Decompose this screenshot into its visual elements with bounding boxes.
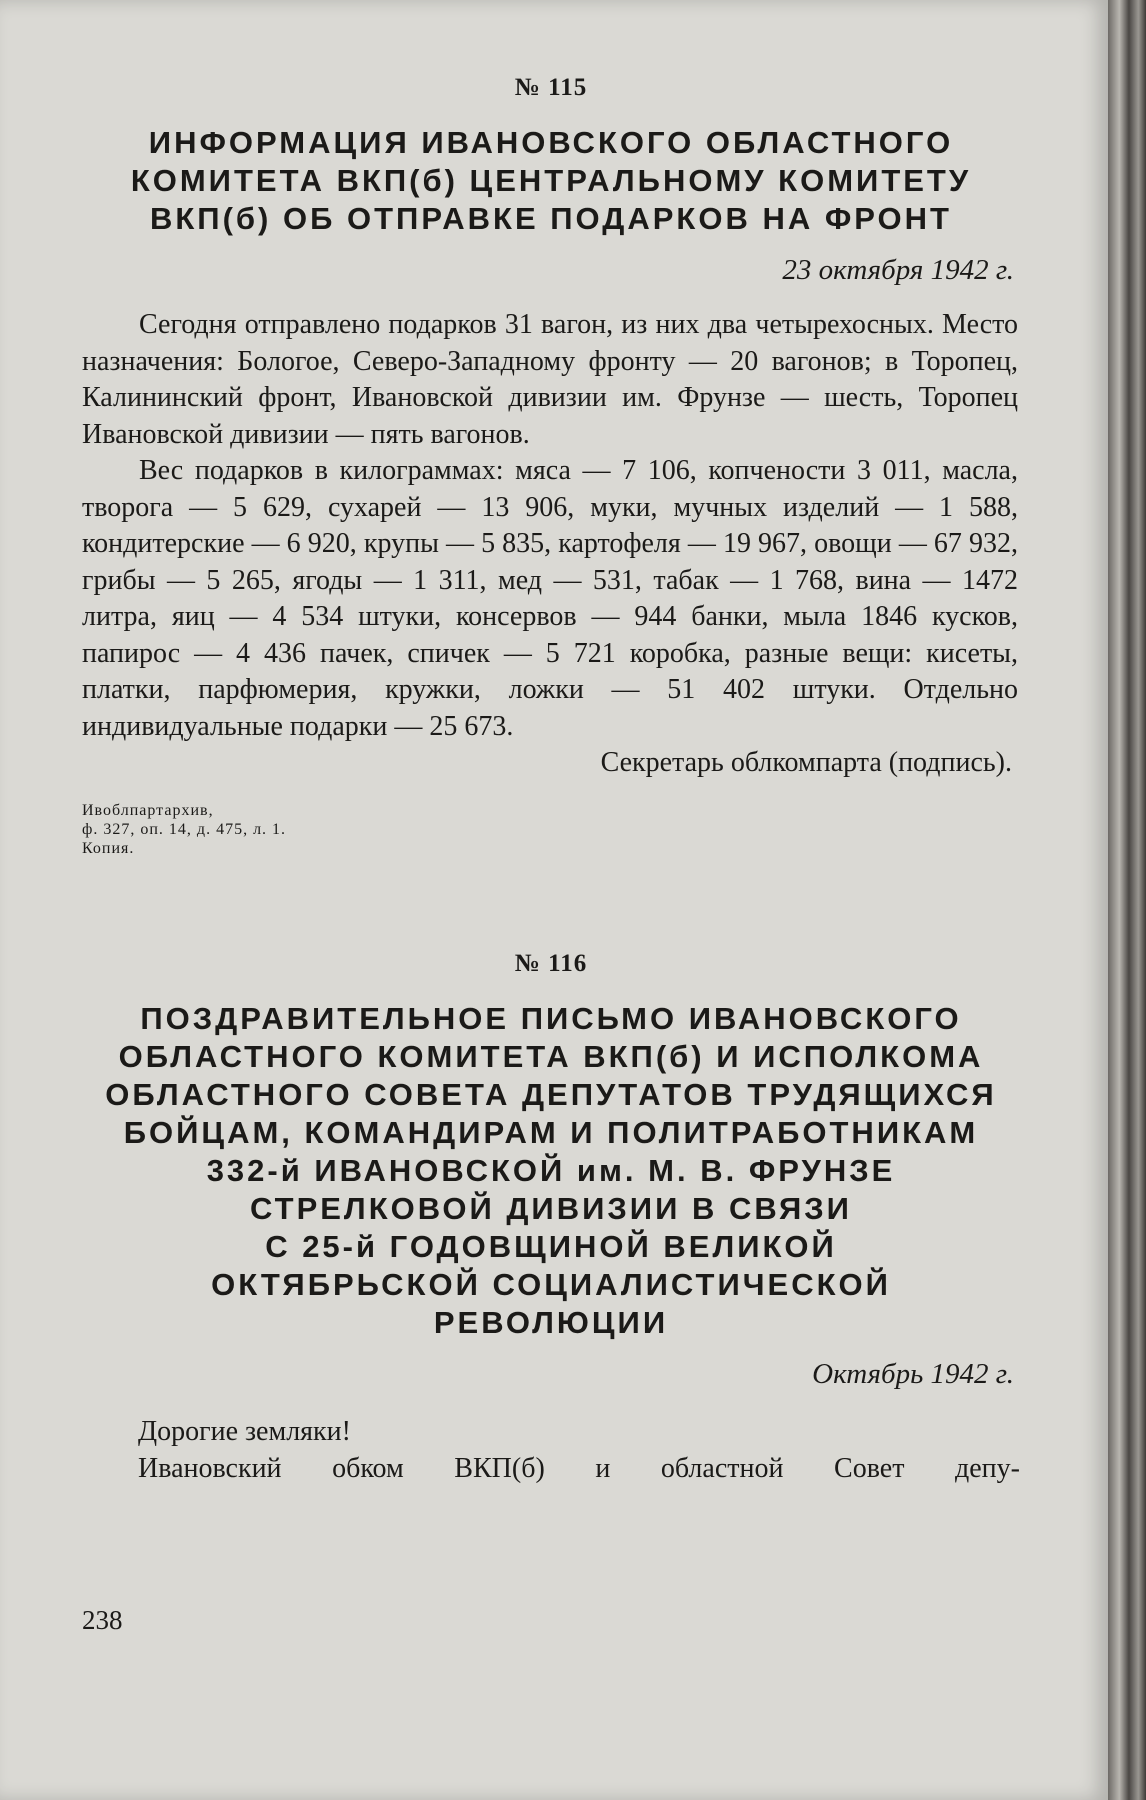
document-115: [82, 74, 1020, 858]
archive-line: ф. 327, оп. 14, д. 475, л. 1.: [82, 821, 287, 838]
title-line: ИНФОРМАЦИЯ ИВАНОВСКОГО ОБЛАСТНОГО: [148, 125, 954, 160]
document-number: № 115: [514, 74, 588, 101]
document-date: Октябрь 1942 г.: [812, 1358, 1014, 1390]
title-line: БОЙЦАМ, КОМАНДИРАМ И ПОЛИТРАБОТНИКАМ: [123, 1115, 979, 1150]
document-title: [82, 1000, 1020, 1342]
paragraph: Ивановский обком ВКП(б) и областной Совет депу-: [138, 1453, 1020, 1484]
page-number: 238: [82, 1605, 123, 1635]
paragraph: Вес подарков в килограммах: мяса — 7 106, копчености 3 011, масла, творога — 5 629, сухарей — 13 906, муки, мучных изделий — 1 588, кондитерские — 6 920, крупы — 5 835, картофеля — 19 967, овощи — 67 932, грибы — 5 265, ягоды — 1 311, мед — 531, табак — 1 768, вина — 1472 литра, яиц — 4 534 штуки, консервов — 944 банки, мыла 1846 кусков, папирос — 4 436 пачек, спичек — 5 721 коробка, разные вещи: кисеты, платки, парфюмерия, кружки, ложки — 51 402 штуки. Отдельно индивидуальные подарки — 25 673.: [82, 455, 1018, 742]
document-title: [82, 124, 1020, 238]
title-line: ОБЛАСТНОГО СОВЕТА ДЕПУТАТОВ ТРУДЯЩИХСЯ: [105, 1077, 997, 1112]
title-line: КОМИТЕТА ВКП(б) ЦЕНТРАЛЬНОМУ КОМИТЕТУ: [130, 163, 972, 198]
title-line: РЕВОЛЮЦИИ: [433, 1305, 669, 1340]
document-116: [82, 950, 1020, 1487]
archive-reference: [82, 801, 1020, 858]
title-line: ОКТЯБРЬСКОЙ СОЦИАЛИСТИЧЕСКОЙ: [211, 1267, 891, 1302]
title-line: 332-й ИВАНОВСКОЙ им. М. В. ФРУНЗЕ: [206, 1153, 896, 1188]
salutation: Дорогие земляки!: [138, 1416, 351, 1447]
title-line: С 25-й ГОДОВЩИНОЙ ВЕЛИКОЙ: [265, 1229, 837, 1264]
title-line: ОБЛАСТНОГО КОМИТЕТА ВКП(б) И ИСПОЛКОМА: [118, 1039, 984, 1074]
book-binding: [1108, 0, 1146, 1800]
title-line: ВКП(б) ОБ ОТПРАВКЕ ПОДАРКОВ НА ФРОНТ: [150, 201, 952, 236]
title-line: ПОЗДРАВИТЕЛЬНОЕ ПИСЬМО ИВАНОВСКОГО: [140, 1001, 962, 1036]
archive-line: Ивоблпартархив,: [82, 802, 214, 819]
document-date: 23 октября 1942 г.: [782, 254, 1014, 286]
paragraph: Сегодня отправлено подарков 31 вагон, из них два четырехосных. Место назначения: Бологое, Северо-Западному фронту — 20 вагонов; в Торопец, Калининский фронт, Ивановской дивизии им. Фрунзе — шесть, Торопец Ивановской дивизии — пять вагонов.: [82, 309, 1018, 450]
signature: Секретарь облкомпарта (подпись).: [600, 747, 1012, 778]
document-body: [82, 307, 1020, 781]
document-number: № 116: [514, 950, 588, 977]
letter-body: [82, 1413, 1020, 1487]
page-content: [82, 74, 1020, 1487]
section-gap: [82, 858, 1020, 950]
archive-line: Копия.: [82, 840, 135, 857]
title-line: СТРЕЛКОВОЙ ДИВИЗИИ В СВЯЗИ: [250, 1191, 852, 1226]
